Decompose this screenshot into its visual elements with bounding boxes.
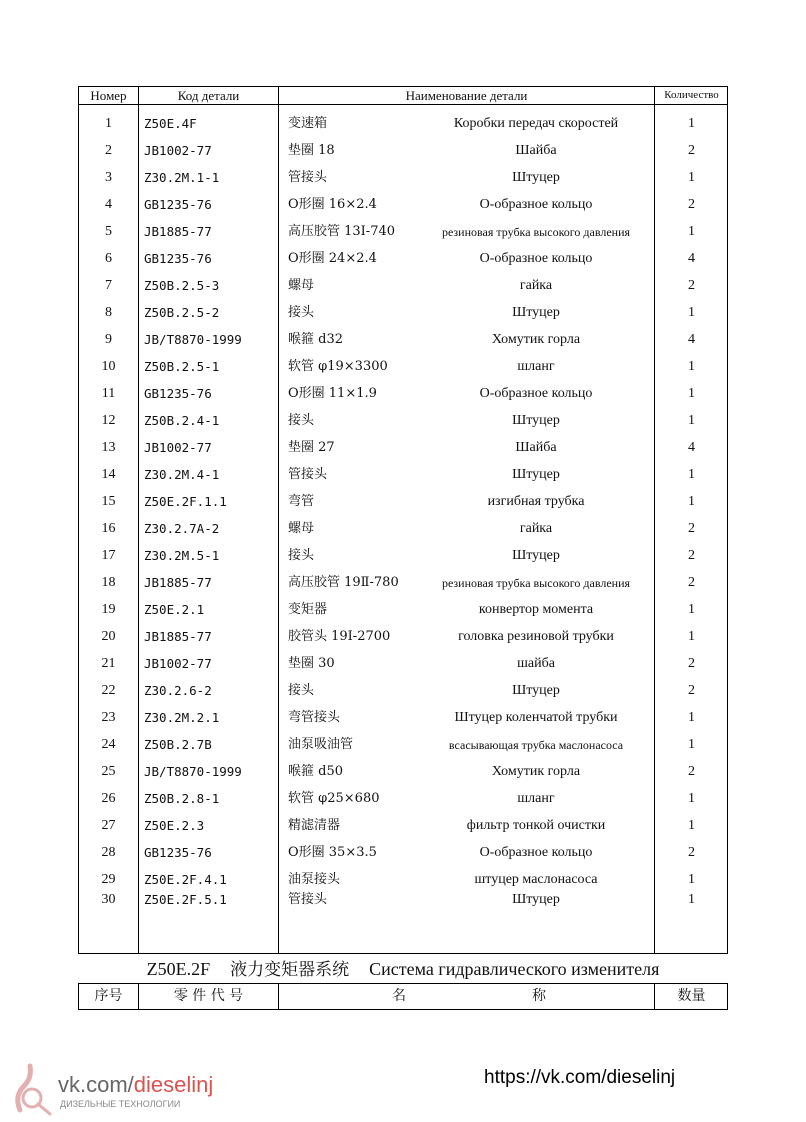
part-name-cn: 管接头 [288,467,328,482]
part-quantity: 1 [688,386,695,401]
table-row [79,546,727,566]
part-name-ru: Коробки передач скоростей [453,116,619,131]
part-quantity: 4 [688,251,695,266]
table-row [79,492,727,512]
part-name-cn: 变速箱 [288,116,328,131]
part-quantity: 2 [688,521,695,536]
part-name-ru: фильтр тонкой очистки [466,818,606,833]
header-code: Код детали [177,88,240,103]
part-name-cn: 油泵接头 [288,872,341,887]
table-row [79,519,727,539]
part-name-ru: всасывающая трубка маслонасоса [448,738,624,752]
part-name-ru: O-образное кольцо [479,251,593,266]
part-name-ru: конвертор момента [478,602,594,617]
table-row [79,600,727,620]
assembly-title [78,957,728,981]
row-number: 17 [101,548,116,563]
part-name-ru: Хомутик горла [491,332,581,347]
part-code: Z30.2M.4-1 [144,467,220,482]
part-name-cn: 高压胶管 19Ⅱ-780 [288,575,399,590]
row-number: 19 [101,602,116,617]
part-code: Z50B.2.7B [144,737,212,752]
table-row [79,870,727,890]
part-code: GB1235-76 [144,251,212,266]
part-quantity: 1 [688,791,695,806]
part-code: Z50E.2.1 [144,602,205,617]
part-name-cn: O形圈 16×2.4 [288,197,377,212]
part-quantity: 1 [688,602,695,617]
part-quantity: 2 [688,656,695,671]
part-code: JB1002-77 [144,656,212,671]
row-number: 14 [101,467,116,482]
row-number: 3 [105,170,112,185]
bottom-header-number: 序号 [94,988,123,1004]
logo-prefix: vk.com/ [58,1072,134,1097]
part-name-ru: резиновая трубка высокого давления [441,576,631,590]
row-number: 25 [101,764,116,779]
table-row [79,141,727,161]
assembly-code: Z50E.2F [146,959,211,979]
part-name-ru: Штуцер [512,892,560,907]
part-name-cn: 喉箍 d32 [288,332,343,347]
part-code: Z50E.4F [144,116,197,131]
table-row [79,681,727,701]
row-number: 26 [101,791,116,806]
part-name-cn: 接头 [288,413,315,428]
table-row [79,890,727,910]
part-code: Z50E.2F.4.1 [144,872,227,887]
part-quantity: 2 [688,683,695,698]
table-row [79,762,727,782]
part-code: Z50B.2.5-3 [144,278,220,293]
part-name-cn: O形圈 11×1.9 [288,386,377,401]
bottom-header-name-right: 称 [532,988,546,1004]
part-name-cn: 高压胶管 13Ⅰ-740 [288,224,396,239]
part-code: Z30.2.7A-2 [144,521,220,536]
part-name-ru: Штуцер [512,413,560,428]
part-code: Z30.2M.2.1 [144,710,220,725]
part-name-ru: O-образное кольцо [479,845,593,860]
part-quantity: 2 [688,548,695,563]
table-row [79,573,727,593]
bottom-header-quantity: 数量 [677,988,706,1004]
part-code: Z50E.2.3 [144,818,205,833]
part-code: JB1885-77 [144,629,212,644]
row-number: 22 [101,683,116,698]
part-code: Z50E.2F.5.1 [144,892,227,907]
part-quantity: 2 [688,143,695,158]
part-name-ru: Штуцер [512,170,560,185]
part-name-cn: 精滤清器 [288,818,341,833]
part-name-ru: резиновая трубка высокого давления [441,225,631,239]
part-code: Z50B.2.4-1 [144,413,220,428]
part-name-ru: O-образное кольцо [479,386,593,401]
part-name-cn: 接头 [288,683,315,698]
part-name-ru: штуцер маслонасоса [474,872,598,887]
part-name-cn: 接头 [288,305,315,320]
part-name-cn: 螺母 [288,278,315,293]
table-row [79,708,727,728]
part-code: Z50B.2.8-1 [144,791,220,806]
row-number: 21 [101,656,116,671]
row-number: 30 [101,892,116,907]
part-name-cn: 喉箍 d50 [288,764,343,779]
row-number: 20 [101,629,116,644]
header-number: Номер [90,88,127,103]
part-quantity: 1 [688,629,695,644]
part-name-cn: 软管 φ25×680 [288,791,380,806]
part-name-ru: головка резиновой трубки [458,629,614,644]
table-row [79,789,727,809]
part-name-ru: гайка [519,278,553,293]
part-quantity: 1 [688,170,695,185]
part-quantity: 2 [688,197,695,212]
part-quantity: 1 [688,467,695,482]
bottom-header-name-left: 名 [392,988,406,1004]
table-row [79,330,727,350]
row-number: 27 [101,818,116,833]
part-name-ru: шланг [517,359,555,374]
part-code: GB1235-76 [144,386,212,401]
table-row [79,816,727,836]
row-number: 18 [101,575,116,590]
header-quantity: Количество [664,89,719,101]
table-row [79,411,727,431]
part-name-cn: 垫圈 30 [288,656,335,671]
part-quantity: 1 [688,305,695,320]
part-code: GB1235-76 [144,197,212,212]
row-number: 13 [101,440,116,455]
part-code: Z50E.2F.1.1 [144,494,227,509]
part-name-ru: изгибная трубка [487,494,585,509]
table-row [79,465,727,485]
part-name-cn: O形圈 35×3.5 [288,845,377,860]
part-name-ru: Штуцер [512,548,560,563]
table-row [79,168,727,188]
part-code: JB/T8870-1999 [144,764,242,779]
table-row [79,357,727,377]
part-code: Z50B.2.5-1 [144,359,220,374]
part-name-cn: 变矩器 [288,602,328,617]
row-number: 15 [101,494,116,509]
header-name: Наименование детали [405,88,528,103]
part-name-cn: 垫圈 18 [288,143,335,158]
row-number: 9 [105,332,112,347]
part-code: Z30.2M.1-1 [144,170,220,185]
part-quantity: 1 [688,892,695,907]
part-name-ru: Штуцер [512,305,560,320]
part-name-cn: 软管 φ19×3300 [288,359,388,374]
logo-subtitle: ДИЗЕЛЬНЫЕ ТЕХНОЛОГИИ [60,1099,181,1109]
part-name-cn: 管接头 [288,170,328,185]
row-number: 2 [105,143,112,158]
row-number: 12 [101,413,116,428]
part-name-ru: гайка [519,521,553,536]
part-quantity: 2 [688,575,695,590]
table-row [79,303,727,323]
part-code: JB1002-77 [144,143,212,158]
part-quantity: 1 [688,413,695,428]
part-name-cn: 弯管 [288,494,315,509]
part-code: JB1885-77 [144,224,212,239]
table-row [79,276,727,296]
part-name-ru: шланг [517,791,555,806]
table-row [79,249,727,269]
row-number: 5 [105,224,112,239]
part-name-cn: 螺母 [288,521,315,536]
part-name-ru: Шайба [515,440,557,455]
row-number: 8 [105,305,112,320]
table-row [79,627,727,647]
row-number: 28 [101,845,116,860]
part-name-ru: O-образное кольцо [479,197,593,212]
row-number: 1 [105,116,112,131]
part-quantity: 1 [688,710,695,725]
row-number: 24 [101,737,116,752]
bottom-header-code: 零 件 代 号 [173,988,244,1004]
row-number: 11 [101,386,116,401]
part-quantity: 2 [688,278,695,293]
logo-accent: dieselinj [133,1072,214,1097]
part-name-ru: Хомутик горла [491,764,581,779]
part-code: JB1002-77 [144,440,212,455]
injector-icon [10,1058,56,1116]
part-code: Z30.2M.5-1 [144,548,220,563]
part-quantity: 4 [688,440,695,455]
part-quantity: 2 [688,764,695,779]
part-name-ru: Штуцер [512,683,560,698]
row-number: 10 [101,359,116,374]
part-code: Z30.2.6-2 [144,683,212,698]
part-name-cn: 接头 [288,548,315,563]
part-quantity: 1 [688,494,695,509]
part-name-cn: 垫圈 27 [288,440,335,455]
bottom-header-row [78,983,728,1010]
table-row [79,384,727,404]
part-quantity: 1 [688,872,695,887]
part-code: Z50B.2.5-2 [144,305,220,320]
table-row [79,438,727,458]
logo-text [58,1072,213,1098]
part-name-ru: Шайба [515,143,557,158]
part-quantity: 1 [688,116,695,131]
row-number: 6 [105,251,112,266]
vk-logo[interactable] [10,1058,230,1118]
part-quantity: 2 [688,845,695,860]
row-number: 29 [101,872,116,887]
part-code: JB1885-77 [144,575,212,590]
row-number: 4 [105,197,112,212]
part-quantity: 1 [688,737,695,752]
part-name-cn: 管接头 [288,892,328,907]
part-quantity: 1 [688,224,695,239]
table-row [79,654,727,674]
table-row [79,735,727,755]
parts-table [78,86,728,954]
part-code: JB/T8870-1999 [144,332,242,347]
assembly-name-ru: Система гидравлического изменителя [369,959,660,979]
table-row [79,222,727,242]
footer-url-link[interactable]: https://vk.com/dieselinj [484,1067,676,1088]
row-number: 7 [105,278,112,293]
part-name-ru: Штуцер коленчатой трубки [454,710,618,725]
part-quantity: 1 [688,359,695,374]
part-name-cn: 油泵吸油管 [288,737,354,752]
table-row [79,114,727,134]
header-divider [79,104,727,105]
part-quantity: 4 [688,332,695,347]
assembly-name-cn: 液力变矩器系统 [230,960,350,980]
table-row [79,843,727,863]
part-name-cn: 弯管接头 [288,710,341,725]
part-name-ru: шайба [517,656,555,671]
row-number: 16 [101,521,116,536]
part-name-cn: 胶管头 19Ⅰ-2700 [288,629,391,644]
part-name-ru: Штуцер [512,467,560,482]
part-quantity: 1 [688,818,695,833]
row-number: 23 [101,710,116,725]
part-name-cn: O形圈 24×2.4 [288,251,377,266]
table-row [79,195,727,215]
part-code: GB1235-76 [144,845,212,860]
